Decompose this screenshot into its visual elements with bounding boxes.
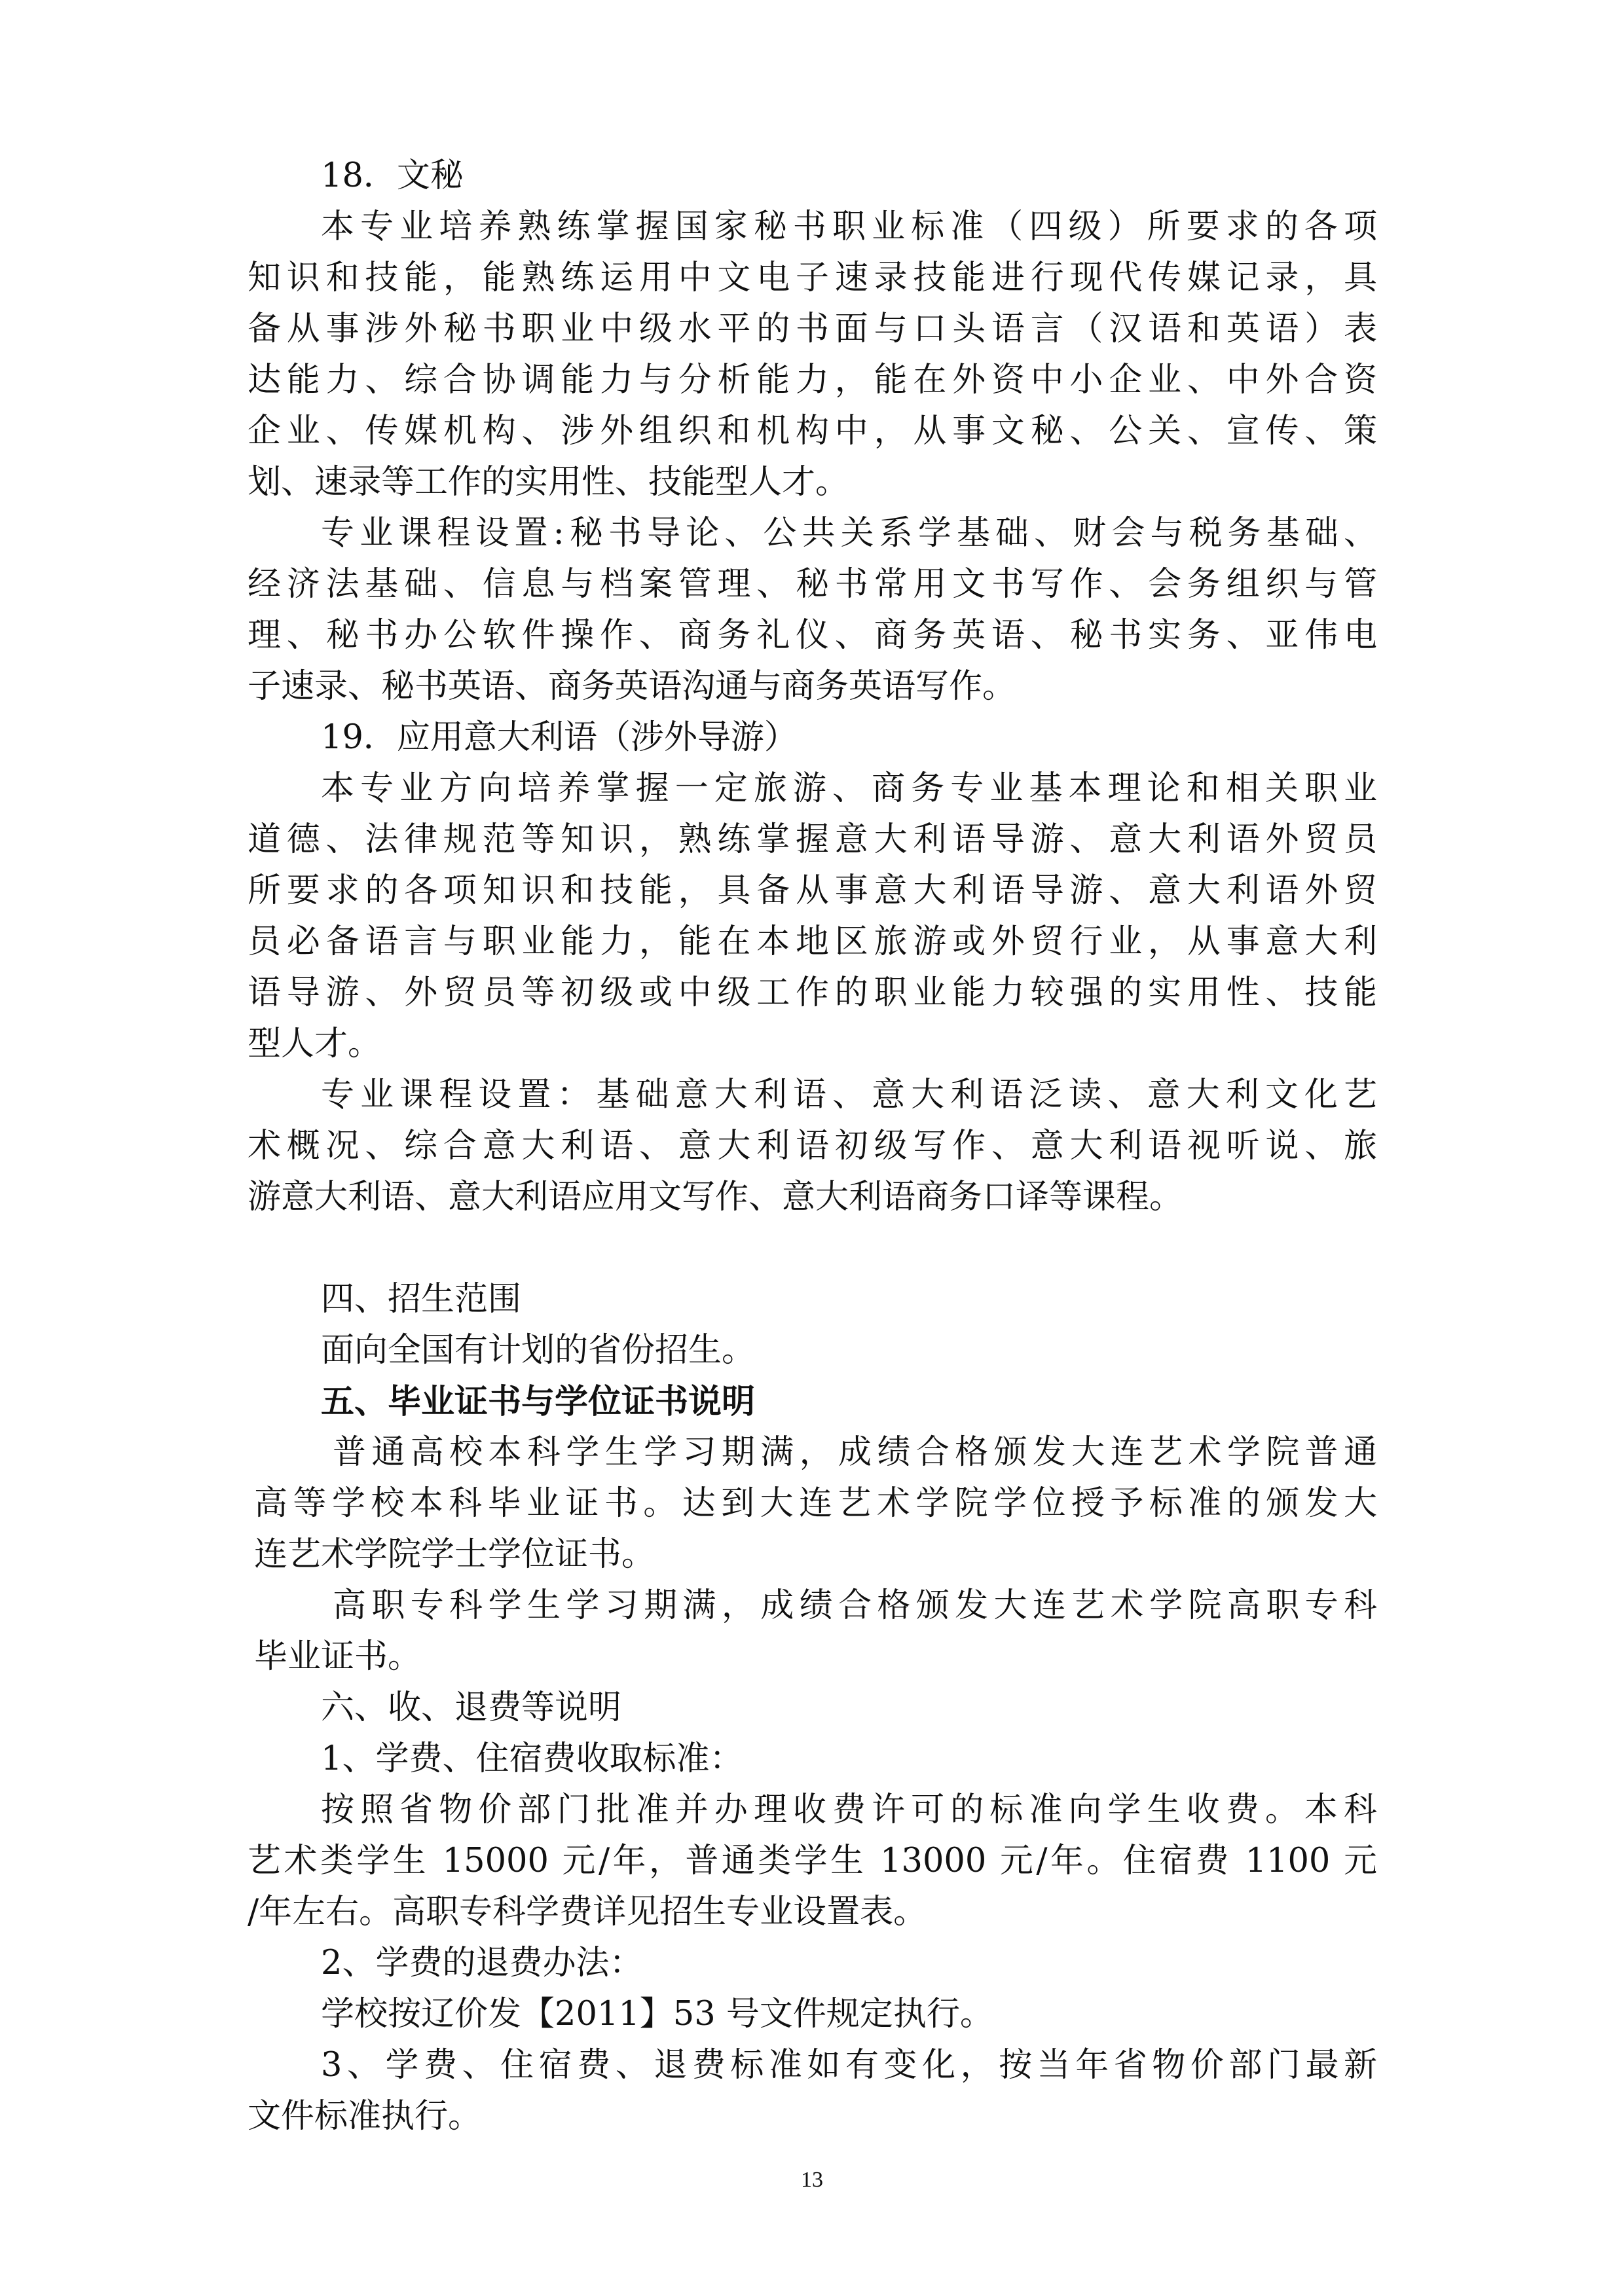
section-18-courses [248, 508, 1377, 712]
section-19-courses [248, 1070, 1377, 1223]
text-line: 理、秘书办公软件操作、商务礼仪、商务英语、秘书实务、亚伟电 [248, 616, 1377, 655]
section-18-heading: 18．文秘 [321, 156, 464, 195]
text-line: 3、学费、住宿费、退费标准如有变化，按当年省物价部门最新 [321, 2046, 1377, 2085]
text-line: 划、速录等工作的实用性、技能型人才。 [248, 463, 849, 501]
text-line: 专业课程设置:秘书导论、公共关系学基础、财会与税务基础、 [321, 514, 1377, 553]
section-6-item-1-title: 1、学费、住宿费收取标准： [321, 1740, 743, 1778]
text-line: 本专业培养熟练掌握国家秘书职业标准（四级）所要求的各项 [321, 208, 1377, 246]
text-line: 经济法基础、信息与档案管理、秘书常用文书写作、会务组织与管 [248, 565, 1377, 604]
section-5-heading: 五、毕业证书与学位证书说明 [321, 1382, 756, 1421]
text-line: /年左右。高职专科学费详见招生专业设置表。 [248, 1893, 927, 1931]
text-line: 子速录、秘书英语、商务英语沟通与商务英语写作。 [248, 667, 1016, 706]
page-number: 13 [801, 2168, 823, 2192]
text-line: 艺术类学生 15000 元/年，普通类学生 13000 元/年。住宿费 1100 元 [248, 1842, 1377, 1880]
text-line: 高职专科学生学习期满，成绩合格颁发大连艺术学院高职专科 [333, 1586, 1377, 1625]
text-line: 员必备语言与职业能力，能在本地区旅游或外贸行业，从事意大利 [248, 922, 1377, 961]
text-line: 本专业方向培养掌握一定旅游、商务专业基本理论和相关职业 [321, 769, 1377, 808]
text-line: 连艺术学院学士学位证书。 [254, 1535, 655, 1574]
text-line: 语导游、外贸员等初级或中级工作的职业能力较强的实用性、技能 [248, 974, 1377, 1012]
text-line: 达能力、综合协调能力与分析能力，能在外资中小企业、中外合资 [248, 361, 1377, 399]
text-line: 企业、传媒机构、涉外组织和机构中，从事文秘、公关、宣传、策 [248, 412, 1377, 450]
section-6-item-1-body [248, 1785, 1377, 1938]
section-18-intro [248, 202, 1377, 508]
section-5-para-2 [248, 1580, 1377, 1683]
text-line: 道德、法律规范等知识，熟练掌握意大利语导游、意大利语外贸员 [248, 820, 1377, 859]
text-line: 文件标准执行。 [248, 2097, 482, 2136]
text-line: 专业课程设置：基础意大利语、意大利语泛读、意大利文化艺 [321, 1076, 1377, 1114]
text-line: 高等学校本科毕业证书。达到大连艺术学院学位授予标准的颁发大 [254, 1484, 1377, 1523]
section-6-item-3 [248, 2040, 1377, 2142]
text-line: 所要求的各项知识和技能，具备从事意大利语导游、意大利语外贸 [248, 871, 1377, 910]
text-line: 术概况、综合意大利语、意大利语初级写作、意大利语视听说、旅 [248, 1127, 1377, 1165]
text-line: 知识和技能，能熟练运用中文电子速录技能进行现代传媒记录，具 [248, 259, 1377, 297]
section-19-intro [248, 763, 1377, 1070]
section-19-heading: 19．应用意大利语（涉外导游） [321, 718, 798, 757]
page-content [248, 151, 1377, 2142]
section-6-item-2-body: 学校按辽价发【2011】53 号文件规定执行。 [321, 1995, 993, 2033]
section-4-body: 面向全国有计划的省份招生。 [321, 1331, 756, 1370]
text-line: 型人才。 [248, 1025, 382, 1063]
section-6-heading: 六、收、退费等说明 [321, 1688, 622, 1727]
section-6-item-2-title: 2、学费的退费办法： [321, 1944, 643, 1982]
section-gap [248, 1223, 1377, 1274]
text-line: 按照省物价部门批准并办理收费许可的标准向学生收费。本科 [321, 1791, 1377, 1829]
section-5-para-1 [248, 1427, 1377, 1580]
text-line: 普通高校本科学生学习期满，成绩合格颁发大连艺术学院普通 [333, 1433, 1377, 1472]
text-line: 游意大利语、意大利语应用文写作、意大利语商务口译等课程。 [248, 1178, 1183, 1216]
text-line: 备从事涉外秘书职业中级水平的书面与口头语言（汉语和英语）表 [248, 310, 1377, 348]
text-line: 毕业证书。 [254, 1637, 422, 1676]
section-4-heading: 四、招生范围 [321, 1280, 522, 1319]
